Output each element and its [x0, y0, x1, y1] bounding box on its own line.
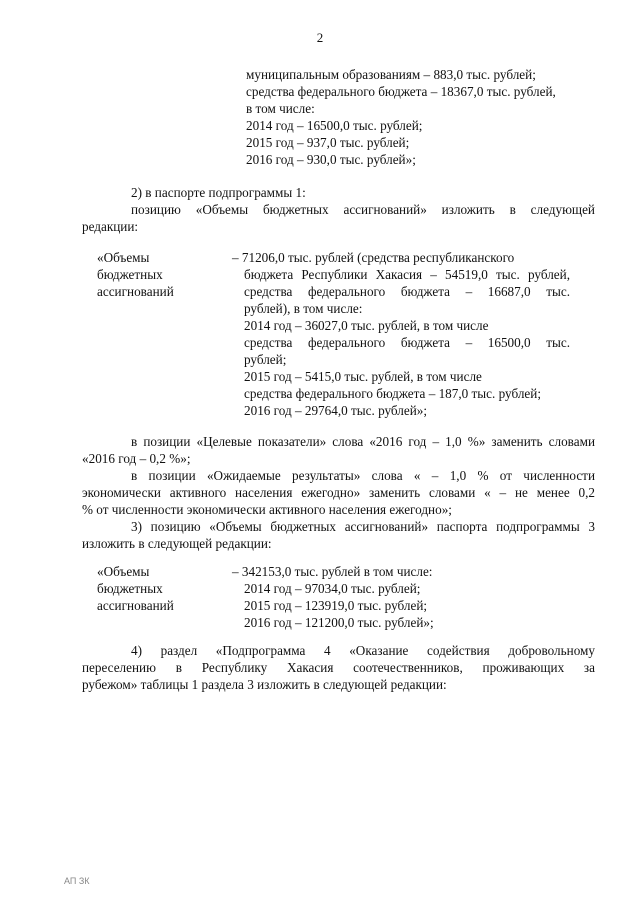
text-line: муниципальным образованиям – 883,0 тыс. рублей; [246, 67, 536, 82]
position-line: – 342153,0 тыс. рублей в том числе: [232, 564, 433, 579]
position-line: средства федерального бюджета – 187,0 тыс. рублей; [244, 386, 541, 401]
footer-mark: АП ЗК [64, 876, 90, 886]
item-4-line: рубежом» таблицы 1 раздела 3 изложить в следующей редакции: [82, 677, 447, 692]
position-line: рублей; [244, 352, 287, 367]
position-line: 2014 год – 97034,0 тыс. рублей; [244, 581, 421, 596]
change-line: в позиции «Целевые показатели» слова «2016 год – 1,0 %» заменить словами [131, 434, 595, 449]
item-4-line: 4) раздел «Подпрограмма 4 «Оказание содействия добровольному [131, 643, 595, 658]
text-line: средства федерального бюджета – 18367,0 тыс. рублей, [246, 84, 556, 99]
position-line: рублей), в том числе: [244, 301, 363, 316]
position-label: бюджетных [97, 267, 163, 282]
position-line: 2015 год – 5415,0 тыс. рублей, в том числе [244, 369, 482, 384]
position-label: «Объемы [97, 250, 150, 265]
change-line: в позиции «Ожидаемые результаты» слова « – 1,0 % от численности [131, 468, 595, 483]
position-label: ассигнований [97, 598, 174, 613]
item-2-intro: позицию «Объемы бюджетных ассигнований» изложить в следующей [131, 202, 595, 217]
item-4-line: переселению в Республику Хакасия соотечественников, проживающих за [82, 660, 595, 675]
position-label: «Объемы [97, 564, 150, 579]
position-line: 2016 год – 121200,0 тыс. рублей»; [244, 615, 434, 630]
item-2-intro-tail: редакции: [82, 219, 139, 234]
text-line: 2015 год – 937,0 тыс. рублей; [246, 135, 410, 150]
item-3-heading: 3) позицию «Объемы бюджетных ассигнований» паспорта подпрограммы 3 [131, 519, 595, 534]
position-line: – 71206,0 тыс. рублей (средства республиканского [232, 250, 515, 265]
change-line: «2016 год – 0,2 %»; [82, 451, 191, 466]
position-line: средства федерального бюджета – 16687,0 тыс. [244, 284, 570, 299]
position-label: ассигнований [97, 284, 174, 299]
change-line: экономически активного населения ежегодно» заменить словами « – не менее 0,2 [82, 485, 595, 500]
item-2-heading: 2) в паспорте подпрограммы 1: [131, 185, 306, 200]
position-line: 2014 год – 36027,0 тыс. рублей, в том числе [244, 318, 489, 333]
page-number: 2 [316, 30, 324, 45]
position-line: бюджета Республики Хакасия – 54519,0 тыс. рублей, [244, 267, 570, 282]
text-line: в том числе: [246, 101, 315, 116]
position-line: 2016 год – 29764,0 тыс. рублей»; [244, 403, 428, 418]
position-label: бюджетных [97, 581, 163, 596]
item-3-tail: изложить в следующей редакции: [82, 536, 272, 551]
change-line: % от численности экономически активного населения ежегодно»; [82, 502, 452, 517]
text-line: 2016 год – 930,0 тыс. рублей»; [246, 152, 416, 167]
text-line: 2014 год – 16500,0 тыс. рублей; [246, 118, 423, 133]
position-line: 2015 год – 123919,0 тыс. рублей; [244, 598, 428, 613]
position-line: средства федерального бюджета – 16500,0 тыс. [244, 335, 570, 350]
